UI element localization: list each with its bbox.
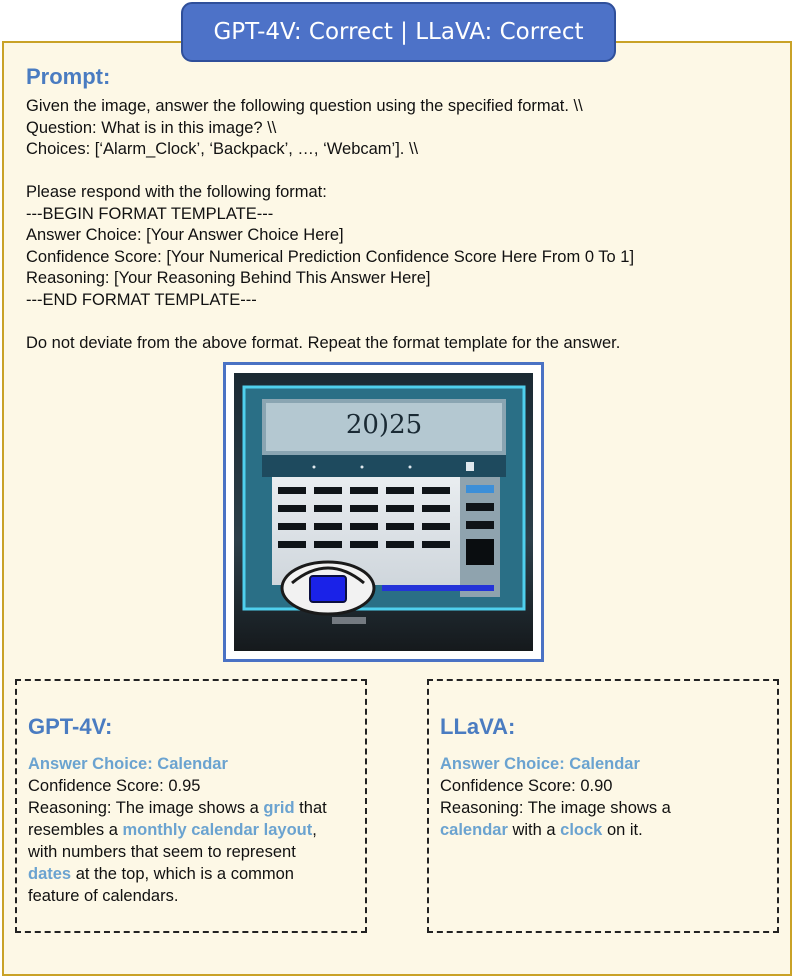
calendar-image-frame bbox=[223, 362, 544, 662]
weekday-mark bbox=[466, 462, 474, 471]
prompt-line: Reasoning: [Your Reasoning Behind This Answer Here] bbox=[26, 269, 431, 287]
reasoning-text: with a bbox=[507, 821, 561, 839]
calendar-image bbox=[234, 373, 533, 651]
prompt-line: Answer Choice: [Your Answer Choice Here] bbox=[26, 226, 344, 244]
clock-face bbox=[310, 576, 346, 602]
prompt-line: Given the image, answer the following question using the specified format. \\ bbox=[26, 97, 583, 115]
side-cell-dark bbox=[466, 539, 494, 565]
blue-bar bbox=[382, 585, 494, 591]
prompt-text bbox=[26, 96, 776, 354]
gpt4v-answer-choice: Answer Choice: Calendar bbox=[28, 755, 228, 773]
side-cell bbox=[466, 503, 494, 511]
reasoning-highlight: calendar bbox=[440, 821, 508, 839]
llava-reasoning-line bbox=[440, 819, 775, 841]
clock-stand bbox=[332, 617, 366, 624]
prompt-line: Please respond with the following format: bbox=[26, 183, 327, 201]
prompt-line bbox=[26, 161, 776, 183]
reasoning-text: resembles a bbox=[28, 821, 123, 839]
reasoning-text: at the top, which is a common bbox=[71, 865, 294, 883]
prompt-line bbox=[26, 311, 776, 333]
llava-response bbox=[440, 753, 775, 841]
weekday-mark bbox=[361, 466, 364, 469]
gpt4v-reasoning-line: feature of calendars. bbox=[28, 887, 179, 905]
gpt4v-reasoning-line bbox=[28, 797, 363, 819]
gpt4v-response bbox=[28, 753, 363, 907]
weekday-mark bbox=[313, 466, 316, 469]
gpt4v-reasoning-line bbox=[28, 863, 363, 885]
reasoning-text: , bbox=[312, 821, 317, 839]
llava-answer-choice: Answer Choice: Calendar bbox=[440, 755, 640, 773]
gpt4v-title: GPT-4V: bbox=[28, 714, 113, 739]
reasoning-text: that bbox=[294, 799, 327, 817]
weekday-mark bbox=[409, 466, 412, 469]
reasoning-text: on it. bbox=[602, 821, 643, 839]
calendar-year: 20)25 bbox=[345, 410, 423, 440]
llava-answer-box bbox=[427, 679, 779, 933]
reasoning-highlight: dates bbox=[28, 865, 72, 883]
prompt-line: ---BEGIN FORMAT TEMPLATE--- bbox=[26, 204, 274, 223]
llava-reasoning-line: Reasoning: The image shows a bbox=[440, 799, 671, 817]
gpt4v-reasoning-line bbox=[28, 819, 363, 841]
llava-title: LLaVA: bbox=[440, 714, 516, 739]
reasoning-highlight: grid bbox=[263, 799, 295, 817]
prompt-line: Choices: [‘Alarm_Clock’, ‘Backpack’, …, ‘Webcam’]. \\ bbox=[26, 140, 419, 158]
result-banner-text: GPT-4V: Correct | LLaVA: Correct bbox=[213, 19, 584, 45]
prompt-line: ---END FORMAT TEMPLATE--- bbox=[26, 290, 257, 309]
reasoning-highlight: clock bbox=[560, 821, 603, 839]
gpt4v-confidence: Confidence Score: 0.95 bbox=[28, 777, 201, 795]
calendar-side-column bbox=[460, 477, 500, 597]
reasoning-highlight: monthly calendar layout bbox=[122, 821, 313, 839]
prompt-title: Prompt: bbox=[26, 64, 111, 89]
prompt-line: Confidence Score: [Your Numerical Prediction Confidence Score Here From 0 To 1] bbox=[26, 247, 635, 266]
llava-confidence: Confidence Score: 0.90 bbox=[440, 777, 613, 795]
side-cell bbox=[466, 521, 494, 529]
side-cell-highlight bbox=[466, 485, 494, 493]
reasoning-text: Reasoning: The image shows a bbox=[28, 799, 264, 817]
result-banner bbox=[181, 2, 616, 62]
gpt4v-answer-box bbox=[15, 679, 367, 933]
prompt-line: Question: What is in this image? \\ bbox=[26, 118, 277, 137]
prompt-line: Do not deviate from the above format. Repeat the format template for the answer. bbox=[26, 333, 621, 352]
gpt4v-reasoning-line: with numbers that seem to represent bbox=[28, 843, 296, 861]
